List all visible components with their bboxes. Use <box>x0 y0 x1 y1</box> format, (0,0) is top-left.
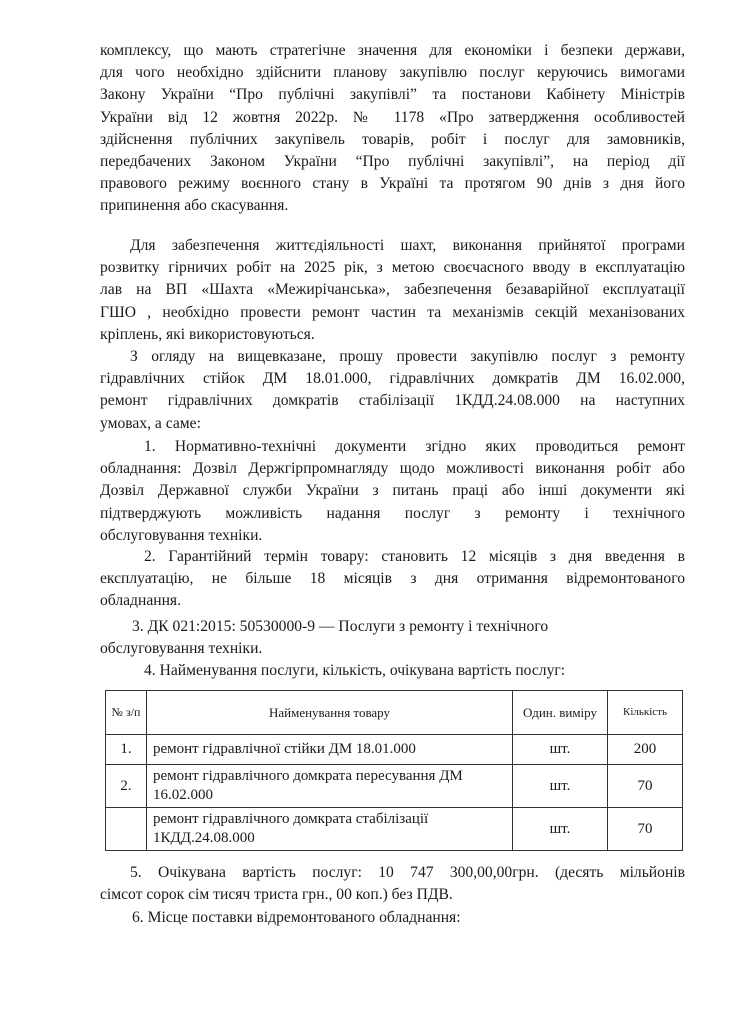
services-table <box>105 690 683 851</box>
text-line: припинення або скасування. <box>100 197 289 215</box>
item-3-paragraph <box>100 616 685 660</box>
text-line: України від 12 жовтня 2022р. № 1178 «Про затвердження особливостей <box>100 108 685 126</box>
row-quantity: 70 <box>608 808 683 851</box>
header-quantity: Кількість <box>608 691 683 735</box>
text-line: 3. ДК 021:2015: 50530000-9 — Послуги з ремонту і технічного <box>132 618 549 635</box>
row-name: ремонт гідравлічного домкрата пересування ДМ 16.02.000 <box>147 765 513 808</box>
row-name: ремонт гідравлічної стійки ДМ 18.01.000 <box>147 735 513 765</box>
text-line: лав на ВП «Шахта «Межирічанська», забезпечення безаварійної експлуатації <box>100 281 685 299</box>
row-unit: шт. <box>513 735 608 765</box>
item-4-paragraph <box>100 660 685 682</box>
text-line: кріплень, які використовуються. <box>100 325 315 343</box>
row-name: ремонт гідравлічного домкрата стабілізації 1КДД.24.08.000 <box>147 808 513 851</box>
text-line: умовах, а саме: <box>100 414 201 432</box>
text-line: ГШО , необхідно провести ремонт частин та механізмів секцій механізованих <box>100 303 685 321</box>
text-line: правового режиму воєнного стану в Україні та протягом 90 днів з дня його <box>100 175 685 193</box>
table-row <box>106 808 683 851</box>
item-2-paragraph <box>100 546 685 613</box>
row-unit: шт. <box>513 808 608 851</box>
text-line: 1. Нормативно-технічні документи згідно яких проводиться ремонт <box>144 438 685 455</box>
text-line: обладнання. <box>100 592 182 610</box>
text-line: Закону України “Про публічні закупівлі” та постанови Кабінету Міністрів <box>100 86 685 104</box>
item-6-paragraph <box>100 907 685 929</box>
text-line: експлуатацію, не більше 18 місяців з дня отримання відремонтованого <box>100 570 685 588</box>
header-name: Найменування товару <box>147 691 513 735</box>
text-line: для чого необхідно здійснити планову закупівлю послуг керуючись вимогами <box>100 64 685 82</box>
text-line: 6. Місце поставки відремонтованого обладнання: <box>132 909 461 926</box>
item-5-paragraph <box>100 862 685 906</box>
text-line: здійснення публічних закупівель товарів, робіт і послуг для замовників, <box>100 130 685 148</box>
text-line: 5. Очікувана вартість послуг: 10 747 300,00,00грн. (десять мільйонів <box>130 864 685 881</box>
header-unit: Один. виміру <box>513 691 608 735</box>
table-row <box>106 735 683 765</box>
table-row <box>106 765 683 808</box>
paragraph-request <box>100 346 685 435</box>
text-line: гідравлічних стійок ДМ 18.01.000, гідравлічних домкратів ДМ 16.02.000, <box>100 370 685 388</box>
text-line: обслуговування техніки. <box>100 526 263 544</box>
text-line: ремонт гідравлічних домкратів стабілізації 1КДД.24.08.000 на наступних <box>100 392 685 410</box>
text-line: Дозвіл Державної служби України з питань праці або інші документи які <box>100 482 685 500</box>
row-unit: шт. <box>513 765 608 808</box>
text-line: 4. Найменування послуги, кількість, очікувана вартість послуг: <box>144 662 566 679</box>
text-line: розвитку гірничих робіт на 2025 рік, з метою своєчасного вводу в експлуатацію <box>100 259 685 277</box>
text-line: сімсот сорок сім тисяч триста грн., 00 коп.) без ПДВ. <box>100 886 453 904</box>
text-line: обслуговування техніки. <box>100 640 263 658</box>
row-quantity: 70 <box>608 765 683 808</box>
text-line: 2. Гарантійний термін товару: становить 12 місяців з дня введення в <box>144 548 685 565</box>
text-line: підтверджують можливість надання послуг з ремонту і технічного <box>100 504 685 522</box>
text-line: передбачених Законом України “Про публічні закупівлі”, на період дії <box>100 153 685 171</box>
row-quantity: 200 <box>608 735 683 765</box>
intro-paragraph <box>100 40 685 218</box>
item-1-paragraph <box>100 436 685 547</box>
text-line: З огляду на вищевказане, прошу провести закупівлю послуг з ремонту <box>130 348 685 365</box>
text-line: комплексу, що мають стратегічне значення для економіки і безпеки держави, <box>100 42 685 59</box>
paragraph-mine-support <box>100 235 685 346</box>
row-number: 1. <box>106 735 147 765</box>
text-line: Для забезпечення життєдіяльності шахт, виконання прийнятої програми <box>130 237 685 254</box>
row-number <box>106 808 147 851</box>
row-number: 2. <box>106 765 147 808</box>
header-number: № з/п <box>106 691 147 735</box>
text-line: обладнання: Дозвіл Держгірпромнагляду щодо можливості виконання робіт або <box>100 460 685 478</box>
table-header-row <box>106 691 683 735</box>
